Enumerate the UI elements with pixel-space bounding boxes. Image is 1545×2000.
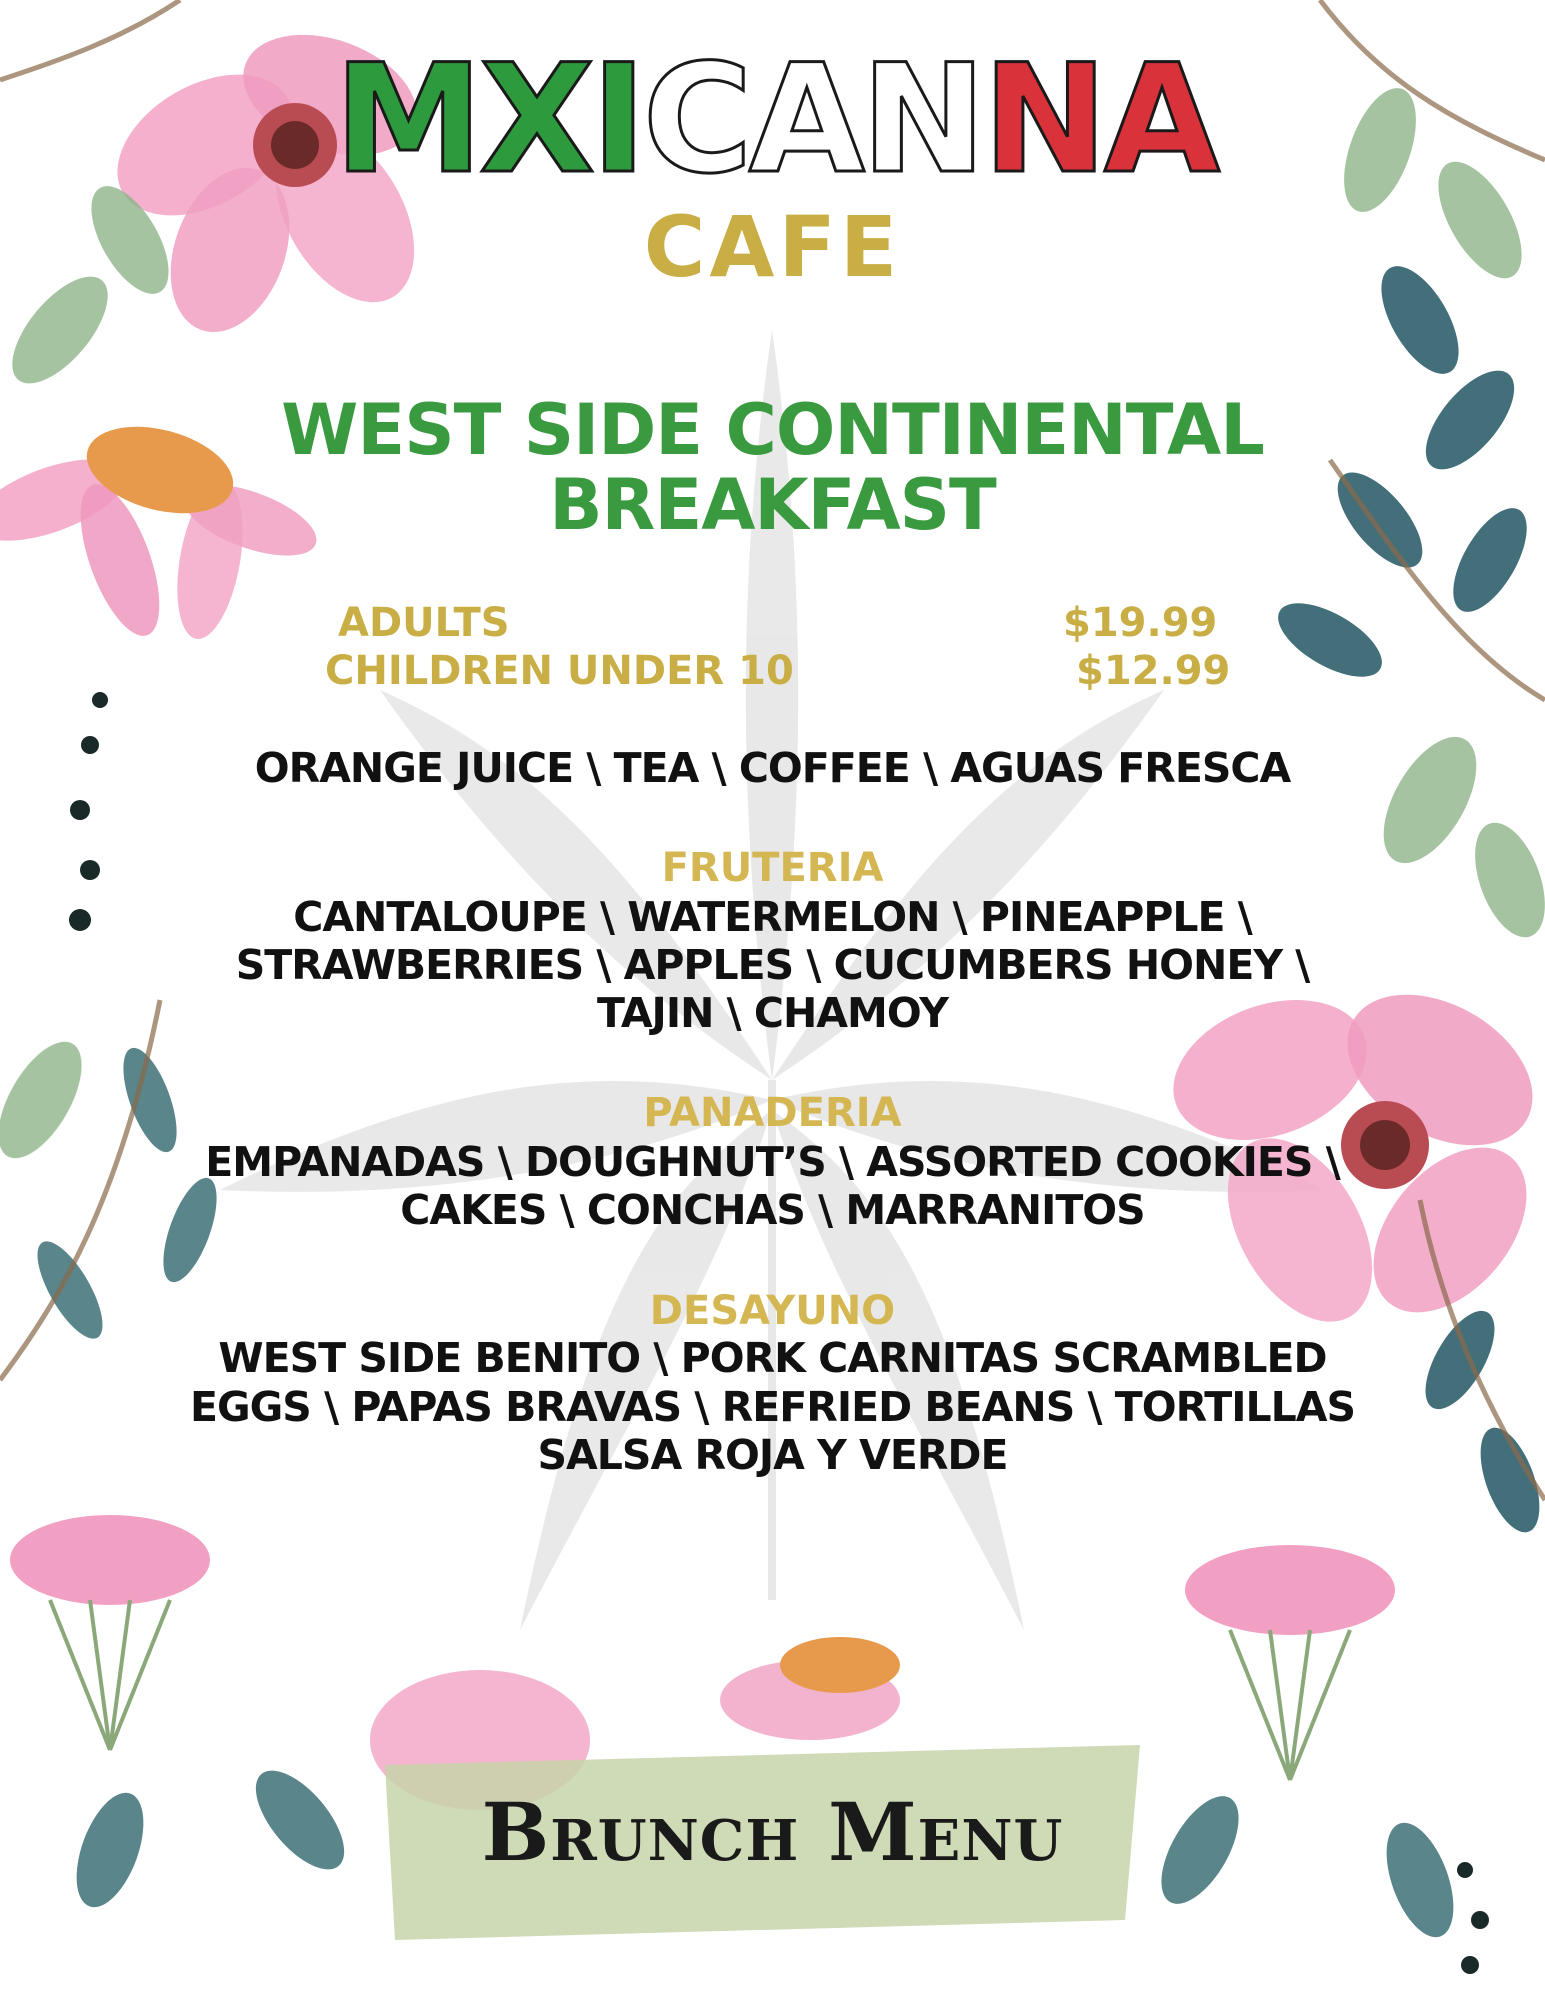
price-value-children: $12.99	[1076, 648, 1231, 694]
logo-part-red: NA	[982, 33, 1217, 207]
price-label-adults: ADULTS	[338, 600, 510, 646]
menu-title-line1: WEST SIDE CONTINENTAL	[281, 389, 1264, 471]
pink-cluster-bottom-left	[10, 1515, 210, 1750]
pink-cluster-bottom-right	[1185, 1545, 1395, 1780]
menu-title-line2: BREAKFAST	[549, 464, 996, 546]
section-line: STRAWBERRIES \ APPLES \ CUCUMBERS HONEY \	[235, 941, 1310, 989]
section-line: WEST SIDE BENITO \ PORK CARNITAS SCRAMBLED	[218, 1334, 1327, 1382]
price-value-adults: $19.99	[1063, 600, 1218, 646]
section-heading-panaderia: PANADERIA	[643, 1090, 902, 1136]
logo-part-green: MXI	[333, 33, 643, 207]
section-line: EMPANADAS \ DOUGHNUT’S \ ASSORTED COOKIES \	[205, 1138, 1340, 1186]
section-heading-desayuno: DESAYUNO	[649, 1288, 896, 1334]
brand-logo	[333, 33, 1217, 207]
section-line: CAKES \ CONCHAS \ MARRANITOS	[400, 1186, 1145, 1234]
drinks-line: ORANGE JUICE \ TEA \ COFFEE \ AGUAS FRESCA	[254, 744, 1291, 792]
price-label-children: CHILDREN UNDER 10	[325, 648, 794, 694]
section-heading-fruteria: FRUTERIA	[661, 845, 884, 891]
brand-subtitle: CAFE	[643, 198, 902, 296]
section-line: SALSA ROJA Y VERDE	[537, 1431, 1008, 1479]
section-line: EGGS \ PAPAS BRAVAS \ REFRIED BEANS \ TORTILLAS	[189, 1383, 1356, 1431]
section-line: TAJIN \ CHAMOY	[597, 989, 948, 1037]
logo-part-white: CAN	[642, 33, 983, 207]
banner-label: Brunch Menu	[481, 1785, 1064, 1879]
section-line: CANTALOUPE \ WATERMELON \ PINEAPPLE \	[293, 893, 1252, 941]
